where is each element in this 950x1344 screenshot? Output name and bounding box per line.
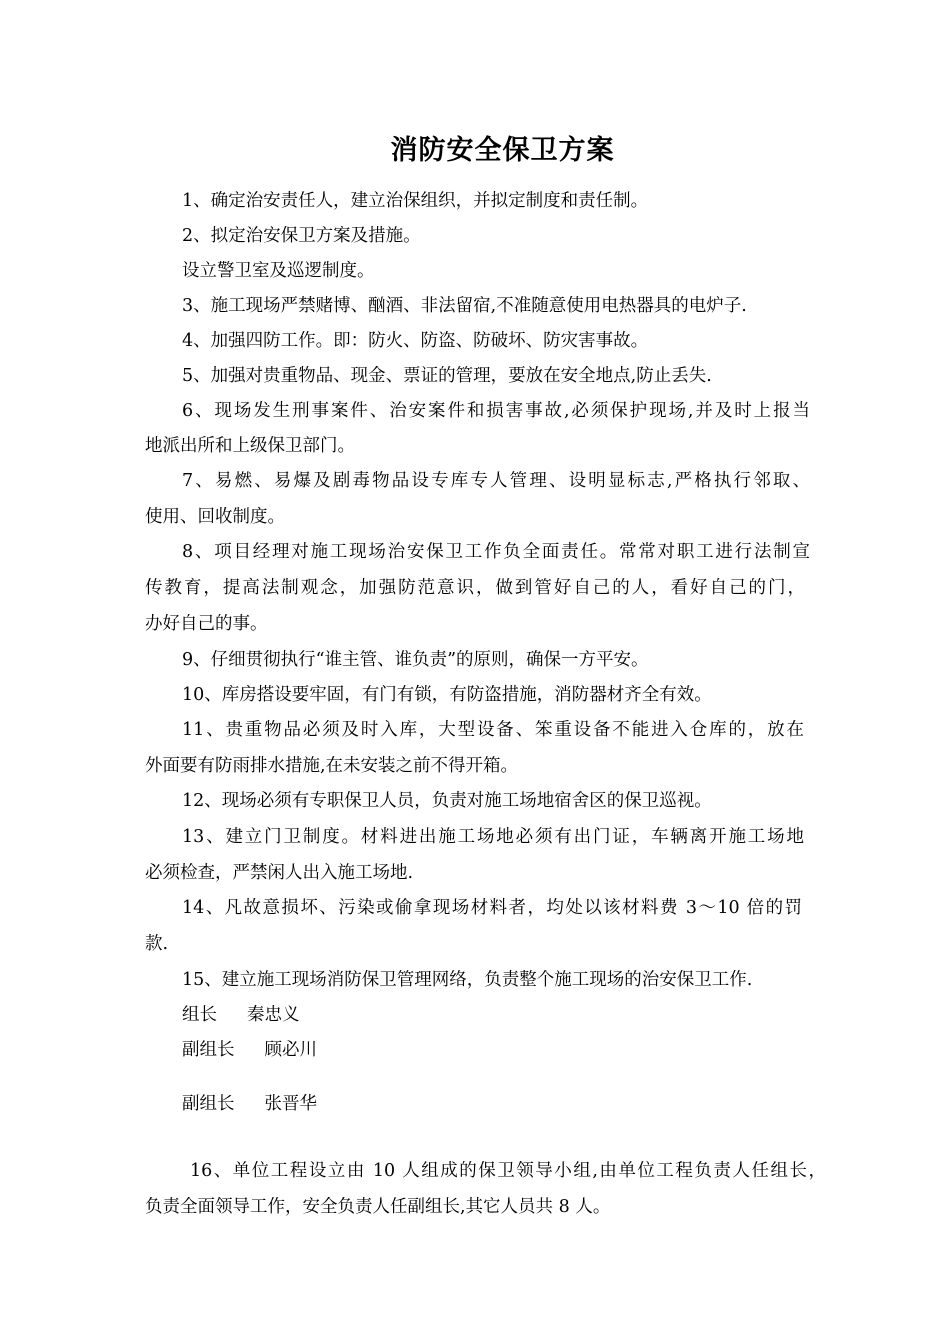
item-15: 15、建立施工现场消防保卫管理网络，负责整个施工现场的治安保卫工作.: [182, 970, 753, 990]
staff-row-deputy-2: [182, 1090, 862, 1118]
item-10: 10、库房搭设要牢固，有门有锁，有防盗措施，消防器材齐全有效。: [182, 685, 712, 705]
staff-role: 副组长: [182, 1094, 235, 1114]
item-16-line-2: 负责全面领导工作，安全负责人任副组长,其它人员共 8 人。: [145, 1197, 611, 1217]
item-16-line-1: 16、单位工程设立由 10 人组成的保卫领导小组,由单位工程负责人任组长，: [190, 1161, 826, 1181]
item-11-line-1: 11、贵重物品必须及时入库，大型设备、笨重设备不能进入仓库的，放在: [182, 720, 804, 740]
item-2: 2、拟定治安保卫方案及措施。: [182, 226, 421, 246]
item-6-line-1: 6、现场发生刑事案件、治安案件和损害事故,必须保护现场,并及时上报当: [182, 401, 810, 421]
item-8-line-2: 传教育，提高法制观念，加强防范意识，做到管好自己的人，看好自己的门，: [145, 578, 805, 598]
item-8-line-3: 办好自己的事。: [145, 614, 268, 634]
item-11-line-2: 外面要有防雨排水措施,在未安装之前不得开箱。: [145, 756, 519, 776]
item-8-line-1: 8、项目经理对施工现场治安保卫工作负全面责任。常常对职工进行法制宣: [182, 542, 810, 562]
item-14-line-1: 14、凡故意损坏、污染或偷拿现场材料者，均处以该材料费 3～10 倍的罚: [182, 898, 802, 918]
staff-name: 顾必川: [264, 1040, 317, 1060]
staff-role: 组长: [182, 1005, 217, 1025]
item-12: 12、现场必须有专职保卫人员，负责对施工场地宿舍区的保卫巡视。: [182, 791, 712, 811]
staff-name: 张晋华: [264, 1094, 317, 1114]
item-7-line-2: 使用、回收制度。: [145, 507, 285, 527]
staff-role: 副组长: [182, 1040, 235, 1060]
item-1: 1、确定治安责任人，建立治保组织，并拟定制度和责任制。: [182, 191, 649, 211]
item-6-line-2: 地派出所和上级保卫部门。: [145, 436, 355, 456]
item-9: 9、仔细贯彻执行“谁主管、谁负责”的原则，确保一方平安。: [182, 650, 649, 670]
item-7-line-1: 7、易燃、易爆及剧毒物品设专库专人管理、设明显标志,严格执行邻取、: [182, 471, 810, 491]
item-5: 5、加强对贵重物品、现金、票证的管理，要放在安全地点,防止丢失.: [182, 366, 712, 386]
item-4: 4、加强四防工作。即：防火、防盗、防破坏、防灾害事故。: [182, 331, 649, 351]
page-title: 消防安全保卫方案: [390, 135, 615, 166]
item-13-line-2: 必须检查，严禁闲人出入施工场地.: [145, 863, 414, 883]
item-13-line-1: 13、建立门卫制度。材料进出施工场地必须有出门证，车辆离开施工场地: [182, 827, 804, 847]
item-14-line-2: 款.: [145, 934, 169, 954]
item-2-detail: 设立警卫室及巡逻制度。: [182, 261, 375, 281]
staff-name: 秦忠义: [247, 1005, 300, 1025]
staff-row-deputy-1: [182, 1036, 862, 1064]
staff-row-leader: [182, 1001, 862, 1029]
item-3: 3、施工现场严禁赌博、酗酒、非法留宿,不准随意使用电热器具的电炉子.: [182, 296, 747, 316]
